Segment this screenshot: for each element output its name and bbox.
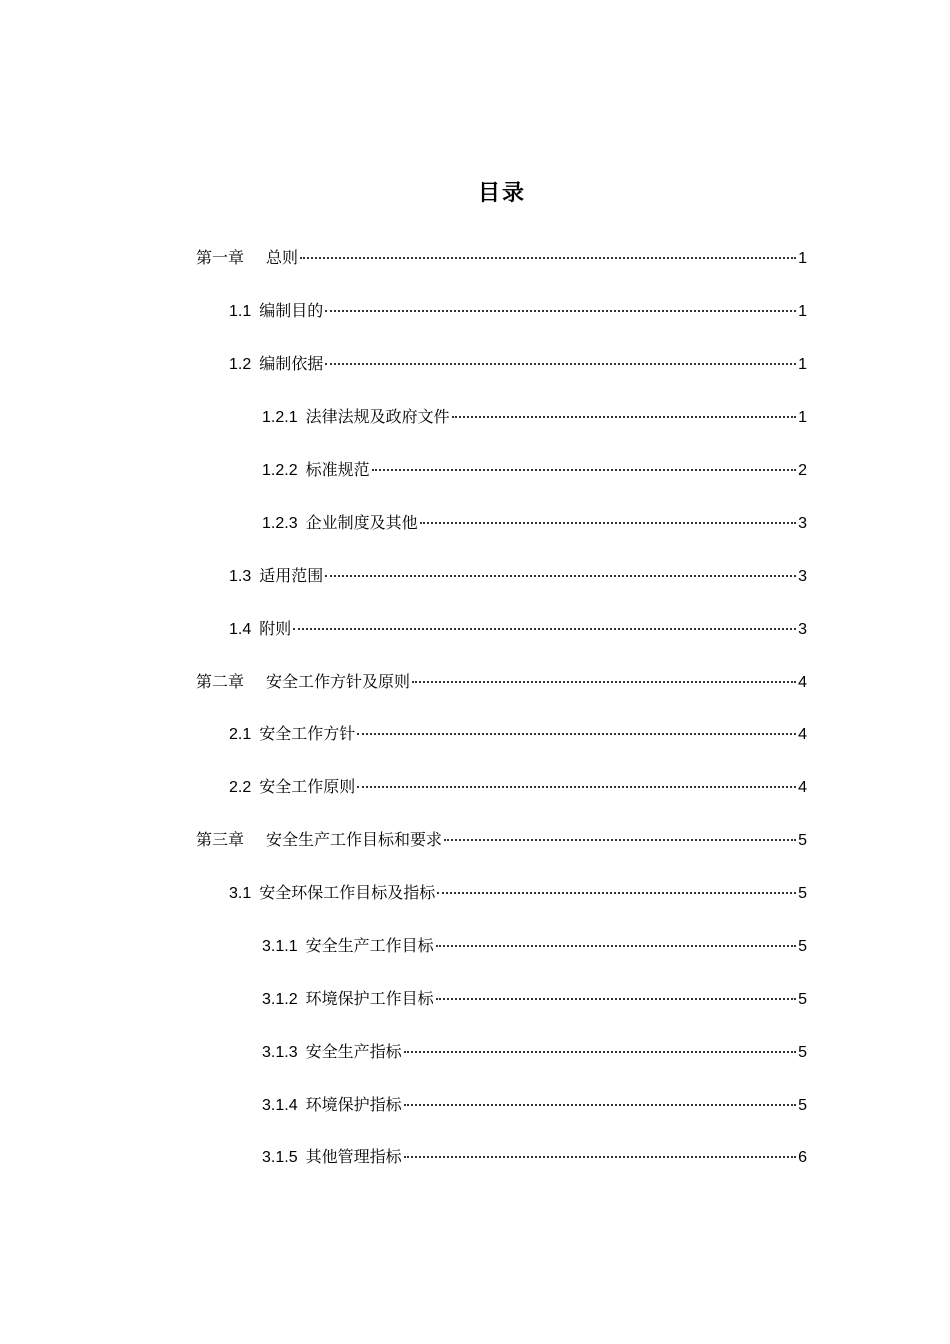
entry-number: 3.1.2 xyxy=(262,991,298,1008)
entry-number: 第一章 xyxy=(196,248,245,267)
entry-label: 环境保护工作目标 xyxy=(305,989,434,1008)
entry-page-number: 3 xyxy=(798,621,807,638)
entry-number: 3.1 xyxy=(229,885,252,902)
entry-label: 适用范围 xyxy=(259,566,324,585)
dot-leader xyxy=(300,256,796,259)
entry-label: 安全工作方针 xyxy=(259,724,356,743)
entry-number: 1.2.3 xyxy=(262,515,298,532)
entry-label: 标准规范 xyxy=(305,460,370,479)
toc-entry-3-1-3[interactable] xyxy=(262,1039,807,1065)
entry-page-number: 5 xyxy=(798,885,807,902)
entry-label: 安全生产工作目标 xyxy=(305,936,434,955)
entry-number: 1.4 xyxy=(229,621,252,638)
toc-entry-3-1[interactable] xyxy=(229,880,807,906)
entry-page-number: 6 xyxy=(798,1149,807,1166)
toc-title: 目录 xyxy=(477,181,526,206)
entry-label: 安全生产工作目标和要求 xyxy=(266,830,443,849)
entry-label: 编制目的 xyxy=(259,301,324,320)
entry-label: 编制依据 xyxy=(259,354,324,373)
dot-leader xyxy=(437,891,796,894)
entry-label: 企业制度及其他 xyxy=(305,513,418,532)
toc-entry-3-1-2[interactable] xyxy=(262,986,807,1012)
dot-leader xyxy=(325,574,796,577)
entry-number: 第二章 xyxy=(196,672,245,691)
dot-leader xyxy=(436,997,796,1000)
toc-entry-1-2-2[interactable] xyxy=(262,457,807,483)
toc-entry-1-4[interactable] xyxy=(229,616,807,642)
dot-leader xyxy=(444,838,796,841)
dot-leader xyxy=(404,1050,796,1053)
toc-entry-1-2[interactable] xyxy=(229,351,807,377)
entry-page-number: 4 xyxy=(798,726,807,743)
toc-entry-1-3[interactable] xyxy=(229,563,807,589)
entry-page-number: 3 xyxy=(798,515,807,532)
entry-label: 总则 xyxy=(266,248,299,267)
toc-entry-3-1-4[interactable] xyxy=(262,1092,807,1118)
entry-page-number: 5 xyxy=(798,938,807,955)
toc-entry-1-1[interactable] xyxy=(229,298,807,324)
entry-number: 3.1.4 xyxy=(262,1097,298,1114)
dot-leader xyxy=(404,1103,796,1106)
entry-page-number: 4 xyxy=(798,779,807,796)
toc-entry-3-1-5[interactable] xyxy=(262,1144,807,1170)
dot-leader xyxy=(357,732,796,735)
entry-label: 安全工作方针及原则 xyxy=(266,672,411,691)
entry-page-number: 5 xyxy=(798,1044,807,1061)
entry-number: 3.1.5 xyxy=(262,1149,298,1166)
toc-entry-chapter-2[interactable] xyxy=(196,669,807,695)
entry-page-number: 4 xyxy=(798,674,807,691)
toc-entry-2-1[interactable] xyxy=(229,721,807,747)
toc-entry-1-2-1[interactable] xyxy=(262,404,807,430)
entry-label: 安全工作原则 xyxy=(259,777,356,796)
entry-page-number: 1 xyxy=(798,303,807,320)
toc-entry-chapter-3[interactable] xyxy=(196,827,807,853)
dot-leader xyxy=(412,680,796,683)
entry-page-number: 5 xyxy=(798,1097,807,1114)
dot-leader xyxy=(404,1155,796,1158)
entry-page-number: 5 xyxy=(798,991,807,1008)
entry-label: 环境保护指标 xyxy=(305,1095,402,1114)
dot-leader xyxy=(452,415,796,418)
entry-number: 1.1 xyxy=(229,303,252,320)
entry-label: 其他管理指标 xyxy=(305,1147,402,1166)
toc-entry-2-2[interactable] xyxy=(229,774,807,800)
entry-label: 附则 xyxy=(259,619,292,638)
entry-number: 1.2.2 xyxy=(262,462,298,479)
entry-label: 安全生产指标 xyxy=(305,1042,402,1061)
entry-label: 法律法规及政府文件 xyxy=(305,407,450,426)
dot-leader xyxy=(325,362,796,365)
toc-entry-3-1-1[interactable] xyxy=(262,933,807,959)
dot-leader xyxy=(325,309,796,312)
entry-page-number: 3 xyxy=(798,568,807,585)
dot-leader xyxy=(420,521,796,524)
entry-page-number: 1 xyxy=(798,356,807,373)
entry-page-number: 5 xyxy=(798,832,807,849)
entry-page-number: 1 xyxy=(798,250,807,267)
toc-entry-chapter-1[interactable] xyxy=(196,245,807,271)
entry-label: 安全环保工作目标及指标 xyxy=(259,883,436,902)
entry-number: 3.1.3 xyxy=(262,1044,298,1061)
dot-leader xyxy=(372,468,796,471)
toc-entry-1-2-3[interactable] xyxy=(262,510,807,536)
entry-number: 第三章 xyxy=(196,830,245,849)
dot-leader xyxy=(357,785,796,788)
entry-page-number: 1 xyxy=(798,409,807,426)
entry-number: 1.3 xyxy=(229,568,252,585)
entry-number: 2.2 xyxy=(229,779,252,796)
dot-leader xyxy=(436,944,796,947)
entry-number: 1.2.1 xyxy=(262,409,298,426)
dot-leader xyxy=(293,627,796,630)
entry-page-number: 2 xyxy=(798,462,807,479)
entry-number: 2.1 xyxy=(229,726,252,743)
entry-number: 1.2 xyxy=(229,356,252,373)
entry-number: 3.1.1 xyxy=(262,938,298,955)
